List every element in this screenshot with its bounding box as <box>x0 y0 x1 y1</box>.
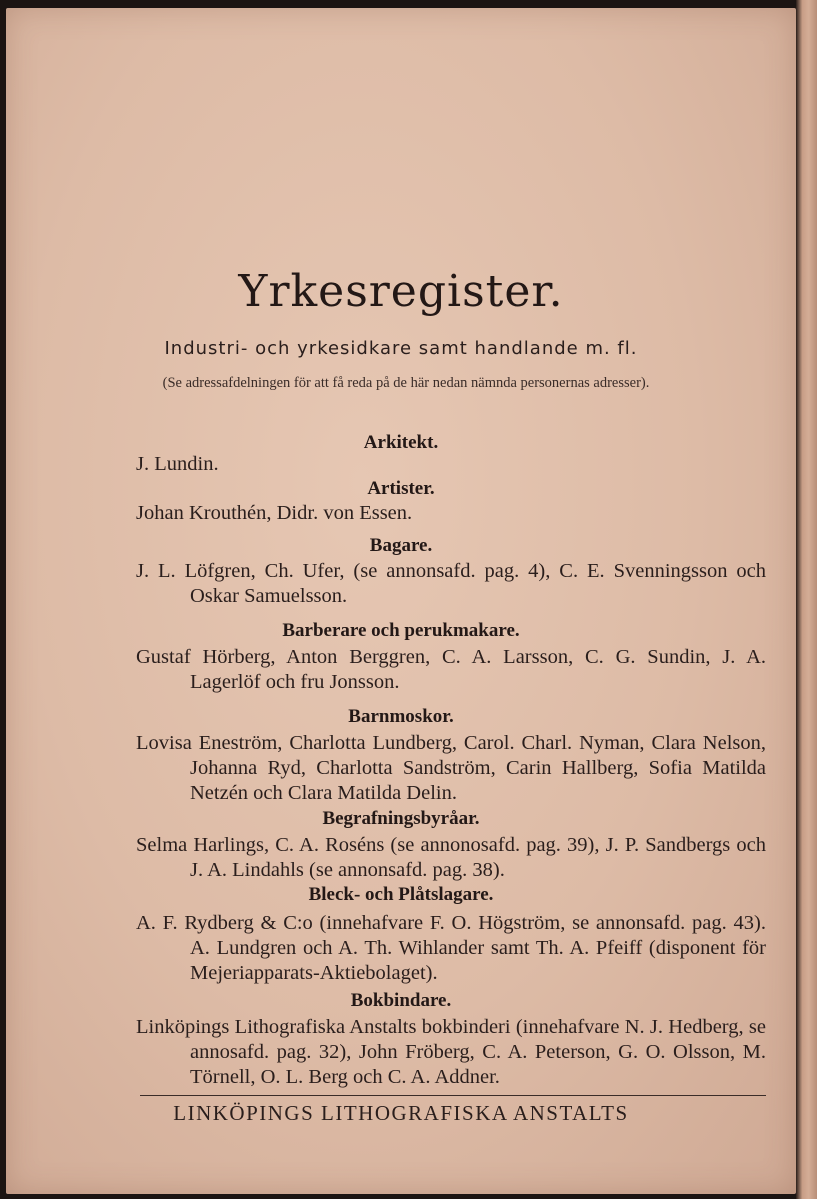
page-footer: LINKÖPINGS LITHOGRAFISKA ANSTALTS <box>173 1101 629 1125</box>
entry-bagare: J. L. Löfgren, Ch. Ufer, (se annonsafd. pag. 4), C. E. Svenningsson och Oskar Samuelsson. <box>136 560 766 607</box>
entry-barberare: Gustaf Hörberg, Anton Berggren, C. A. Larsson, C. G. Sundin, J. A. Lagerlöf och fru Jonsson. <box>136 646 766 693</box>
book-spine-edge <box>796 0 817 1199</box>
footer-rule <box>140 1095 766 1096</box>
page-content <box>6 8 796 1194</box>
heading-barnmoskor: Barnmoskor. <box>348 706 454 727</box>
heading-barberare: Barberare och perukmakare. <box>282 620 520 641</box>
heading-bokbindare: Bokbindare. <box>350 990 452 1011</box>
heading-bleck-platslagare: Bleck- och Plåtslagare. <box>308 884 494 905</box>
page-title: Yrkesregister. <box>238 266 564 317</box>
address-note: (Se adressafdelningen för att få reda på de här nedan nämnda personernas adresser). <box>162 375 650 391</box>
entry-begrafningsbyraar: Selma Harlings, C. A. Roséns (se annonosafd. pag. 39), J. P. Sandbergs och J. A. Lindahls (se annonsafd. pag. 38). <box>136 834 766 881</box>
entry-bleck-platslagare: A. F. Rydberg & C:o (innehafvare F. O. Högström, se annonsafd. pag. 43). A. Lundgren och A. Th. Wihlander samt Th. A. Pfeiff (disponent för Mejeriapparats-Aktiebolaget). <box>136 912 766 984</box>
heading-bagare: Bagare. <box>369 535 433 556</box>
entry-bokbindare: Linköpings Lithografiska Anstalts bokbinderi (innehafvare N. J. Hedberg, se annosafd. pag. 32), John Fröberg, C. A. Peterson, G. O. Olsson, M. Törnell, O. L. Berg och C. A. Addner. <box>136 1016 766 1088</box>
heading-begrafningsbyraar: Begrafningsbyråar. <box>322 808 480 829</box>
entry-barnmoskor: Lovisa Eneström, Charlotta Lundberg, Carol. Charl. Nyman, Clara Nelson, Johanna Ryd, Charlotta Sandström, Carin Hallberg, Sofia Matilda Netzén och Clara Matilda Delin. <box>136 732 766 804</box>
heading-arkitekt: Arkitekt. <box>363 432 439 453</box>
entry-artister: Johan Krouthén, Didr. von Essen. <box>136 502 413 524</box>
entry-arkitekt: J. Lundin. <box>136 453 219 475</box>
page-subtitle: Industri- och yrkesidkare samt handlande m. fl. <box>164 338 638 359</box>
book-page <box>6 8 796 1194</box>
heading-artister: Artister. <box>367 478 435 499</box>
